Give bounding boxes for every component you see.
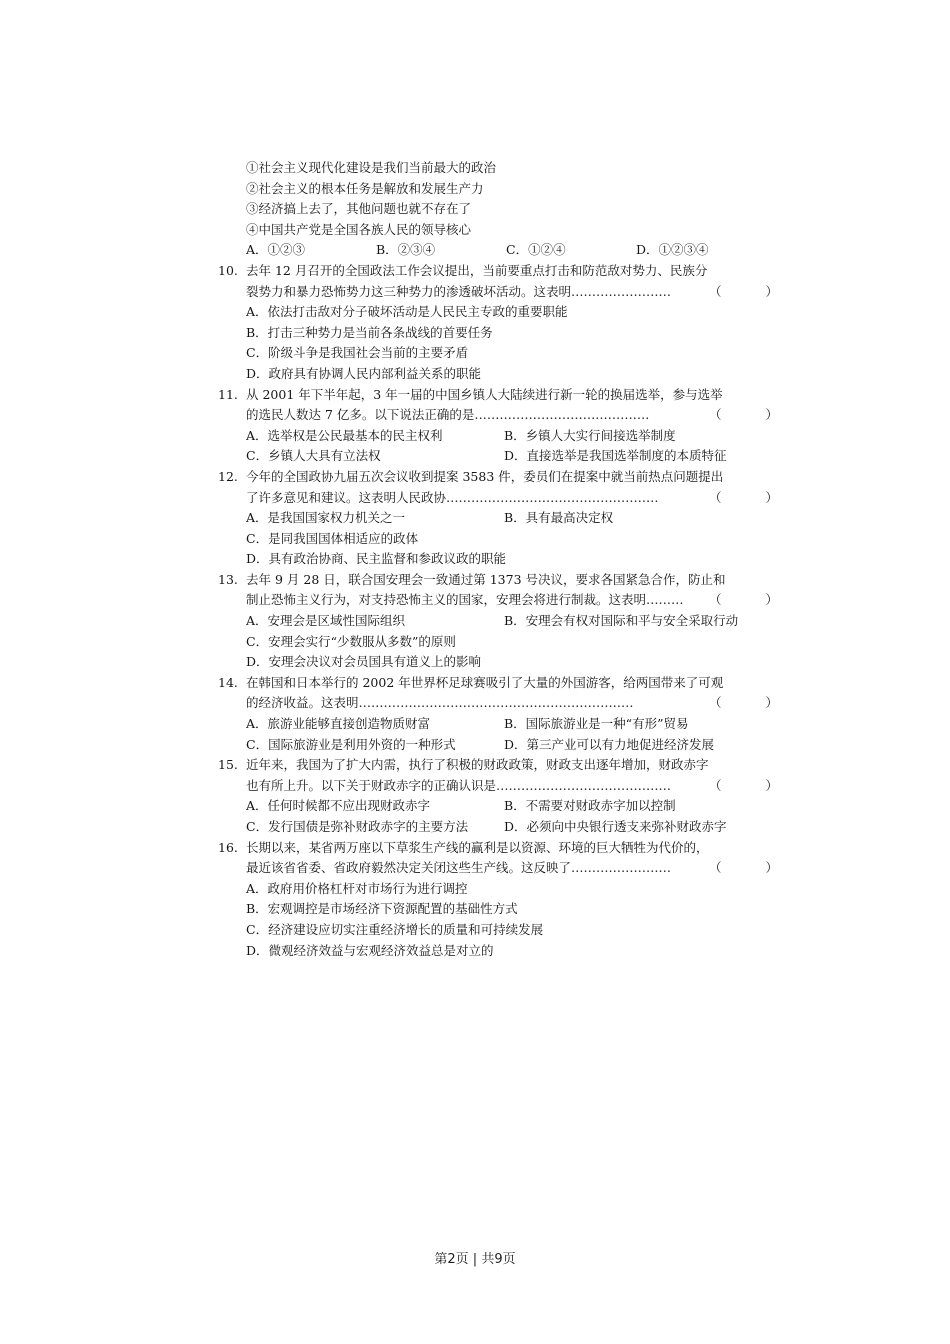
q9-options — [218, 240, 784, 261]
answer-bracket: （ ） — [709, 489, 798, 505]
question-stem-line: 去年 12 月召开的全国政法工作会议提出，当前要重点打击和防范敌对势力、民族分 — [246, 262, 708, 278]
answer-bracket: （ ） — [709, 777, 798, 793]
option-b: B．②③④ — [376, 242, 436, 258]
question-10 — [218, 261, 798, 385]
option-item: B．宏观调控是市场经济下资源配置的基础性方式 — [246, 901, 518, 917]
question-content — [218, 158, 798, 961]
option-row — [218, 714, 784, 735]
question-stem-line: 裂势力和暴力恐怖势力这三种势力的渗透破坏活动。这表明…………………… — [246, 283, 672, 299]
question-stem-line: 去年 9 月 28 日，联合国安理会一致通过第 1373 号决议，要求各国紧急合作，防止和 — [246, 571, 726, 587]
question-number: 10. — [218, 262, 238, 278]
option-item: A．选举权是公民最基本的民主权利 — [246, 427, 443, 443]
question-number — [218, 590, 246, 611]
question-11 — [218, 385, 798, 467]
option-d: D．①②③④ — [636, 242, 709, 258]
question-stem-line: 近年来，我国为了扩大内需，执行了积极的财政政策，财政支出逐年增加，财政赤字 — [246, 757, 709, 773]
option-item: C．发行国债是弥补财政赤字的主要方法 — [246, 819, 469, 834]
question-number — [218, 776, 246, 797]
option-row — [218, 426, 784, 447]
option-item: B．国际旅游业是一种“有形”贸易 — [504, 716, 689, 732]
option-row — [218, 611, 784, 632]
option-item: D．第三产业可以有力地促进经济发展 — [504, 736, 715, 752]
statement-item: ①社会主义现代化建设是我们当前最大的政治 — [246, 160, 497, 175]
option-item: A．旅游业能够直接创造物质财富 — [246, 716, 431, 732]
question-14 — [218, 673, 798, 755]
option-item: D．必须向中央银行透支来弥补财政赤字 — [504, 819, 727, 834]
question-16 — [218, 838, 798, 962]
option-item: C．经济建设应切实注重经济增长的质量和可持续发展 — [246, 921, 544, 937]
question-13 — [218, 570, 798, 673]
question-number — [218, 488, 246, 509]
statement-item: ④中国共产党是全国各族人民的领导核心 — [246, 221, 472, 237]
option-item: C．国际旅游业是利用外资的一种形式 — [246, 736, 456, 752]
question-12 — [218, 467, 798, 570]
question-number — [218, 693, 246, 714]
option-item: C．是同我国国体相适应的政体 — [246, 530, 419, 546]
option-row — [218, 446, 784, 467]
question-number: 16. — [218, 839, 238, 855]
option-item: B．不需要对财政赤字加以控制 — [504, 798, 676, 814]
question-stem-line: 今年的全国政协九届五次会议收到提案 3583 件，委员们在提案中就当前热点问题提出 — [246, 468, 724, 484]
question-number: 11. — [218, 386, 238, 402]
option-item: A．任何时候都不应出现财政赤字 — [246, 798, 431, 814]
option-item: A．依法打击敌对分子破坏活动是人民民主专政的重要职能 — [246, 304, 568, 320]
option-row — [218, 796, 784, 817]
question-stem-line: 从 2001 年下半年起，3 年一届的中国乡镇人大陆续进行新一轮的换届选举，参与选举 — [246, 386, 723, 402]
option-item: D．政府具有协调人民内部利益关系的职能 — [246, 365, 482, 381]
option-item: B．安理会有权对国际和平与安全采取行动 — [504, 613, 739, 629]
question-stem-line: 在韩国和日本举行的 2002 年世界杯足球赛吸引了大量的外国游客，给两国带来了可观 — [246, 674, 724, 690]
option-item: A．安理会是区域性国际组织 — [246, 613, 406, 629]
question-stem-line: 长期以来，某省两万座以下草浆生产线的赢利是以资源、环境的巨大牺牲为代价的， — [246, 839, 709, 855]
statement-item: ③经济搞上去了，其他问题也就不存在了 — [246, 201, 472, 217]
option-row — [218, 508, 784, 529]
question-stem-line: 最近该省省委、省政府毅然决定关闭这些生产线。这反映了…………………… — [246, 860, 672, 876]
question-number — [218, 405, 246, 426]
option-item: D．具有政治协商、民主监督和参政议政的职能 — [246, 551, 507, 567]
option-item: D．安理会决议对会员国具有道义上的影响 — [246, 654, 482, 670]
question-list — [218, 261, 798, 961]
question-stem-line: 也有所上升。以下关于财政赤字的正确认识是…………………………………… — [246, 777, 672, 793]
question-stem-line: 的选民人数达 7 亿多。以下说法正确的是…………………………………… — [246, 407, 650, 423]
option-item: A．是我国国家权力机关之一 — [246, 510, 406, 526]
option-row — [218, 735, 784, 756]
q9-tail — [218, 158, 784, 261]
answer-bracket: （ ） — [709, 592, 798, 608]
option-item: B．乡镇人大实行间接选举制度 — [504, 427, 676, 443]
answer-bracket: （ ） — [709, 407, 798, 423]
question-15 — [218, 755, 798, 837]
question-number — [218, 282, 246, 303]
question-number: 14. — [218, 674, 238, 690]
answer-bracket: （ ） — [709, 283, 798, 299]
question-number: 12. — [218, 468, 238, 484]
option-c: C．①②④ — [506, 242, 566, 258]
statement-item: ②社会主义的根本任务是解放和发展生产力 — [246, 180, 484, 196]
answer-bracket: （ ） — [709, 860, 798, 876]
option-item: C．阶级斗争是我国社会当前的主要矛盾 — [246, 345, 469, 361]
question-number: 15. — [218, 757, 238, 773]
option-a: A．①②③ — [246, 242, 306, 258]
question-number: 13. — [218, 571, 238, 587]
question-stem-line: 了许多意见和建议。这表明人民政协…………………………………………… — [246, 489, 659, 505]
question-stem-line: 制止恐怖主义行为，对支持恐怖主义的国家，安理会将进行制裁。这表明……… — [246, 592, 684, 608]
option-item: D．微观经济效益与宏观经济效益总是对立的 — [246, 942, 494, 958]
option-item: D．直接选举是我国选举制度的本质特征 — [504, 448, 727, 464]
answer-bracket: （ ） — [709, 695, 798, 711]
page-footer: 第2页 | 共9页 — [434, 1252, 516, 1267]
question-number — [218, 858, 246, 879]
option-item: C．安理会实行“少数服从多数”的原则 — [246, 633, 456, 649]
option-item: C．乡镇人大具有立法权 — [246, 448, 381, 464]
question-stem-line: 的经济收益。这表明………………………………………………………… — [246, 695, 634, 711]
option-item: A．政府用价格杠杆对市场行为进行调控 — [246, 880, 468, 896]
option-item: B．打击三种势力是当前各条战线的首要任务 — [246, 324, 493, 340]
option-row — [218, 817, 784, 838]
option-item: B．具有最高决定权 — [504, 510, 614, 526]
